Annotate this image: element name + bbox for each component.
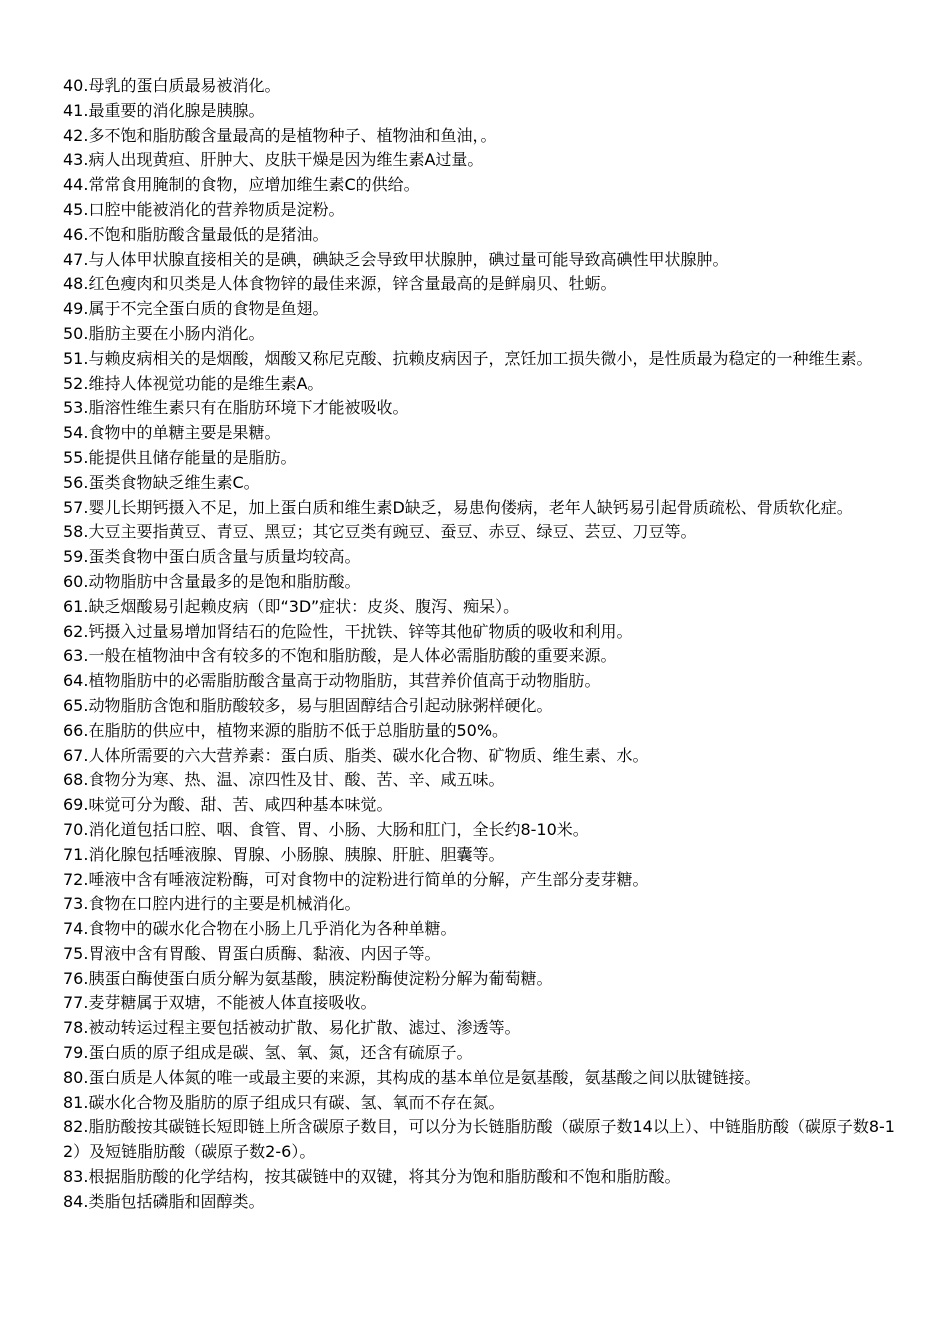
list-item <box>63 644 903 669</box>
item-text: 红色瘦肉和贝类是人体食物锌的最佳来源，锌含量最高的是鲜扇贝、牡蛎。 <box>88 274 617 294</box>
item-number: 61. <box>63 596 89 616</box>
item-number: 60. <box>63 571 89 591</box>
item-number: 74. <box>63 919 89 939</box>
item-text: 能提供且储存能量的是脂肪。 <box>88 447 297 467</box>
item-text: 人体所需要的六大营养素：蛋白质、脂类、碳水化合物、矿物质、维生素、水。 <box>88 745 649 765</box>
list-item <box>63 595 903 620</box>
item-text: 胃液中含有胃酸、胃蛋白质酶、黏液、内因子等。 <box>88 943 441 963</box>
item-number: 77. <box>63 993 89 1013</box>
item-number: 40. <box>63 76 89 95</box>
item-text: 与人体甲状腺直接相关的是碘，碘缺乏会导致甲状腺肿，碘过量可能导致高碘性甲状腺肿。 <box>88 249 729 269</box>
item-number: 56. <box>63 472 89 492</box>
list-item <box>63 620 903 645</box>
item-text: 口腔中能被消化的营养物质是淀粉。 <box>88 199 345 219</box>
list-item <box>63 892 903 917</box>
list-item <box>63 793 903 818</box>
item-number: 68. <box>63 770 89 790</box>
list-item <box>63 124 903 149</box>
item-number: 55. <box>63 447 89 467</box>
item-text: 蛋白质的原子组成是碳、氢、氧、氮，还含有硫原子。 <box>88 1043 473 1063</box>
item-text: 唾液中含有唾液淀粉酶，可对食物中的淀粉进行简单的分解，产生部分麦芽糖。 <box>88 869 649 889</box>
item-number: 83. <box>63 1167 89 1187</box>
item-number: 48. <box>63 274 89 294</box>
item-text: 消化道包括口腔、咽、食管、胃、小肠、大肠和肛门，全长约8-10米。 <box>88 819 589 839</box>
list-item <box>63 818 903 843</box>
list-item <box>63 1115 903 1165</box>
item-text: 食物在口腔内进行的主要是机械消化。 <box>88 894 361 914</box>
item-text: 胰蛋白酶使蛋白质分解为氨基酸，胰淀粉酶使淀粉分解为葡萄糖。 <box>88 968 553 988</box>
item-number: 59. <box>63 547 89 567</box>
item-number: 70. <box>63 819 89 839</box>
item-text: 蛋类食物中蛋白质含量与质量均较高。 <box>88 547 361 567</box>
list-item <box>63 471 903 496</box>
list-item <box>63 446 903 471</box>
item-text: 属于不完全蛋白质的食物是鱼翅。 <box>88 299 329 319</box>
list-item <box>63 1041 903 1066</box>
list-item <box>63 967 903 992</box>
item-text: 食物中的单糖主要是果糖。 <box>88 423 281 443</box>
list-item <box>63 570 903 595</box>
item-number: 80. <box>63 1067 89 1087</box>
item-number: 52. <box>63 373 89 393</box>
item-text: 食物中的碳水化合物在小肠上几乎消化为各种单糖。 <box>88 919 457 939</box>
list-item <box>63 347 903 372</box>
list-item <box>63 322 903 347</box>
list-item <box>63 223 903 248</box>
item-number: 49. <box>63 299 89 319</box>
item-number: 62. <box>63 621 89 641</box>
item-text: 动物脂肪中含量最多的是饱和脂肪酸。 <box>88 571 361 591</box>
numbered-statement-list <box>63 74 903 1215</box>
item-number: 43. <box>63 150 89 170</box>
item-number: 41. <box>63 100 89 120</box>
list-item <box>63 99 903 124</box>
item-text: 大豆主要指黄豆、青豆、黑豆；其它豆类有豌豆、蚕豆、赤豆、绿豆、芸豆、刀豆等。 <box>88 522 697 542</box>
list-item <box>63 545 903 570</box>
item-number: 81. <box>63 1092 89 1112</box>
item-number: 84. <box>63 1191 89 1211</box>
list-item <box>63 1190 903 1215</box>
list-item <box>63 843 903 868</box>
item-number: 47. <box>63 249 89 269</box>
item-text: 蛋类食物缺乏维生素C。 <box>88 472 260 492</box>
item-number: 51. <box>63 348 89 368</box>
item-number: 53. <box>63 398 89 418</box>
list-item <box>63 868 903 893</box>
list-item <box>63 173 903 198</box>
item-number: 64. <box>63 671 89 691</box>
item-number: 67. <box>63 745 89 765</box>
item-text: 脂溶性维生素只有在脂肪环境下才能被吸收。 <box>88 398 409 418</box>
list-item <box>63 74 903 99</box>
list-item <box>63 496 903 521</box>
item-number: 66. <box>63 720 89 740</box>
list-item <box>63 148 903 173</box>
list-item <box>63 248 903 273</box>
item-text: 常常食用腌制的食物，应增加维生素C的供给。 <box>88 175 420 195</box>
item-text: 维持人体视觉功能的是维生素A。 <box>88 373 324 393</box>
list-item <box>63 297 903 322</box>
item-text: 母乳的蛋白质最易被消化。 <box>88 76 281 95</box>
item-text: 味觉可分为酸、甜、苦、咸四种基本味觉。 <box>88 795 393 815</box>
list-item <box>63 669 903 694</box>
item-text: 与赖皮病相关的是烟酸，烟酸又称尼克酸、抗赖皮病因子，烹饪加工损失微小，是性质最为稳定的一种维生素。 <box>88 348 873 368</box>
list-item <box>63 1165 903 1190</box>
item-number: 58. <box>63 522 89 542</box>
list-item <box>63 372 903 397</box>
list-item <box>63 744 903 769</box>
item-number: 63. <box>63 646 89 666</box>
list-item <box>63 768 903 793</box>
list-item <box>63 942 903 967</box>
item-text: 病人出现黄疸、肝肿大、皮肤干燥是因为维生素A过量。 <box>88 150 484 170</box>
item-text: 多不饱和脂肪酸含量最高的是植物种子、植物油和鱼油，。 <box>88 125 497 145</box>
item-text: 碳水化合物及脂肪的原子组成只有碳、氢、氧而不存在氮。 <box>88 1092 505 1112</box>
list-item <box>63 396 903 421</box>
item-text: 不饱和脂肪酸含量最低的是猪油。 <box>88 224 329 244</box>
list-item <box>63 719 903 744</box>
item-number: 71. <box>63 844 89 864</box>
item-text: 脂肪酸按其碳链长短即链上所含碳原子数目，可以分为长链脂肪酸（碳原子数14以上）、中链脂肪酸（碳原子数8-12）及短链脂肪酸（碳原子数2-6）。 <box>63 1117 895 1162</box>
item-text: 麦芽糖属于双塘，不能被人体直接吸收。 <box>88 993 377 1013</box>
item-text: 脂肪主要在小肠内消化。 <box>88 323 265 343</box>
item-text: 消化腺包括唾液腺、胃腺、小肠腺、胰腺、肝脏、胆囊等。 <box>88 844 505 864</box>
item-text: 在脂肪的供应中，植物来源的脂肪不低于总脂肪量的50%。 <box>88 720 509 740</box>
item-text: 植物脂肪中的必需脂肪酸含量高于动物脂肪，其营养价值高于动物脂肪。 <box>88 671 601 691</box>
list-item <box>63 520 903 545</box>
item-text: 动物脂肪含饱和脂肪酸较多，易与胆固醇结合引起动脉粥样硬化。 <box>88 695 553 715</box>
item-number: 78. <box>63 1018 89 1038</box>
item-number: 75. <box>63 943 89 963</box>
list-item <box>63 694 903 719</box>
list-item <box>63 917 903 942</box>
item-text: 最重要的消化腺是胰腺。 <box>88 100 265 120</box>
list-item <box>63 991 903 1016</box>
item-text: 被动转运过程主要包括被动扩散、易化扩散、滤过、渗透等。 <box>88 1018 521 1038</box>
item-text: 食物分为寒、热、温、凉四性及甘、酸、苦、辛、咸五味。 <box>88 770 505 790</box>
item-number: 42. <box>63 125 89 145</box>
item-number: 54. <box>63 423 89 443</box>
item-text: 钙摄入过量易增加肾结石的危险性，干扰铁、锌等其他矿物质的吸收和利用。 <box>88 621 633 641</box>
list-item <box>63 421 903 446</box>
item-number: 50. <box>63 323 89 343</box>
list-item <box>63 1016 903 1041</box>
item-text: 一般在植物油中含有较多的不饱和脂肪酸，是人体必需脂肪酸的重要来源。 <box>88 646 617 666</box>
item-text: 缺乏烟酸易引起赖皮病（即“3D”症状：皮炎、腹泻、痴呆）。 <box>88 596 520 616</box>
item-number: 69. <box>63 795 89 815</box>
item-number: 73. <box>63 894 89 914</box>
item-number: 45. <box>63 199 89 219</box>
item-text: 蛋白质是人体氮的唯一或最主要的来源，其构成的基本单位是氨基酸，氨基酸之间以肽键链接。 <box>88 1067 761 1087</box>
list-item <box>63 1066 903 1091</box>
item-text: 类脂包括磷脂和固醇类。 <box>88 1191 265 1211</box>
list-item <box>63 272 903 297</box>
item-number: 76. <box>63 968 89 988</box>
item-number: 72. <box>63 869 89 889</box>
item-number: 44. <box>63 175 89 195</box>
list-item <box>63 198 903 223</box>
list-item <box>63 1091 903 1116</box>
item-text: 根据脂肪酸的化学结构，按其碳链中的双键，将其分为饱和脂肪酸和不饱和脂肪酸。 <box>88 1167 681 1187</box>
item-number: 46. <box>63 224 89 244</box>
item-number: 65. <box>63 695 89 715</box>
item-text: 婴儿长期钙摄入不足，加上蛋白质和维生素D缺乏，易患佝偻病，老年人缺钙易引起骨质疏松、骨质软化症。 <box>88 497 853 517</box>
item-number: 82. <box>63 1117 89 1137</box>
item-number: 79. <box>63 1043 89 1063</box>
item-number: 57. <box>63 497 89 517</box>
